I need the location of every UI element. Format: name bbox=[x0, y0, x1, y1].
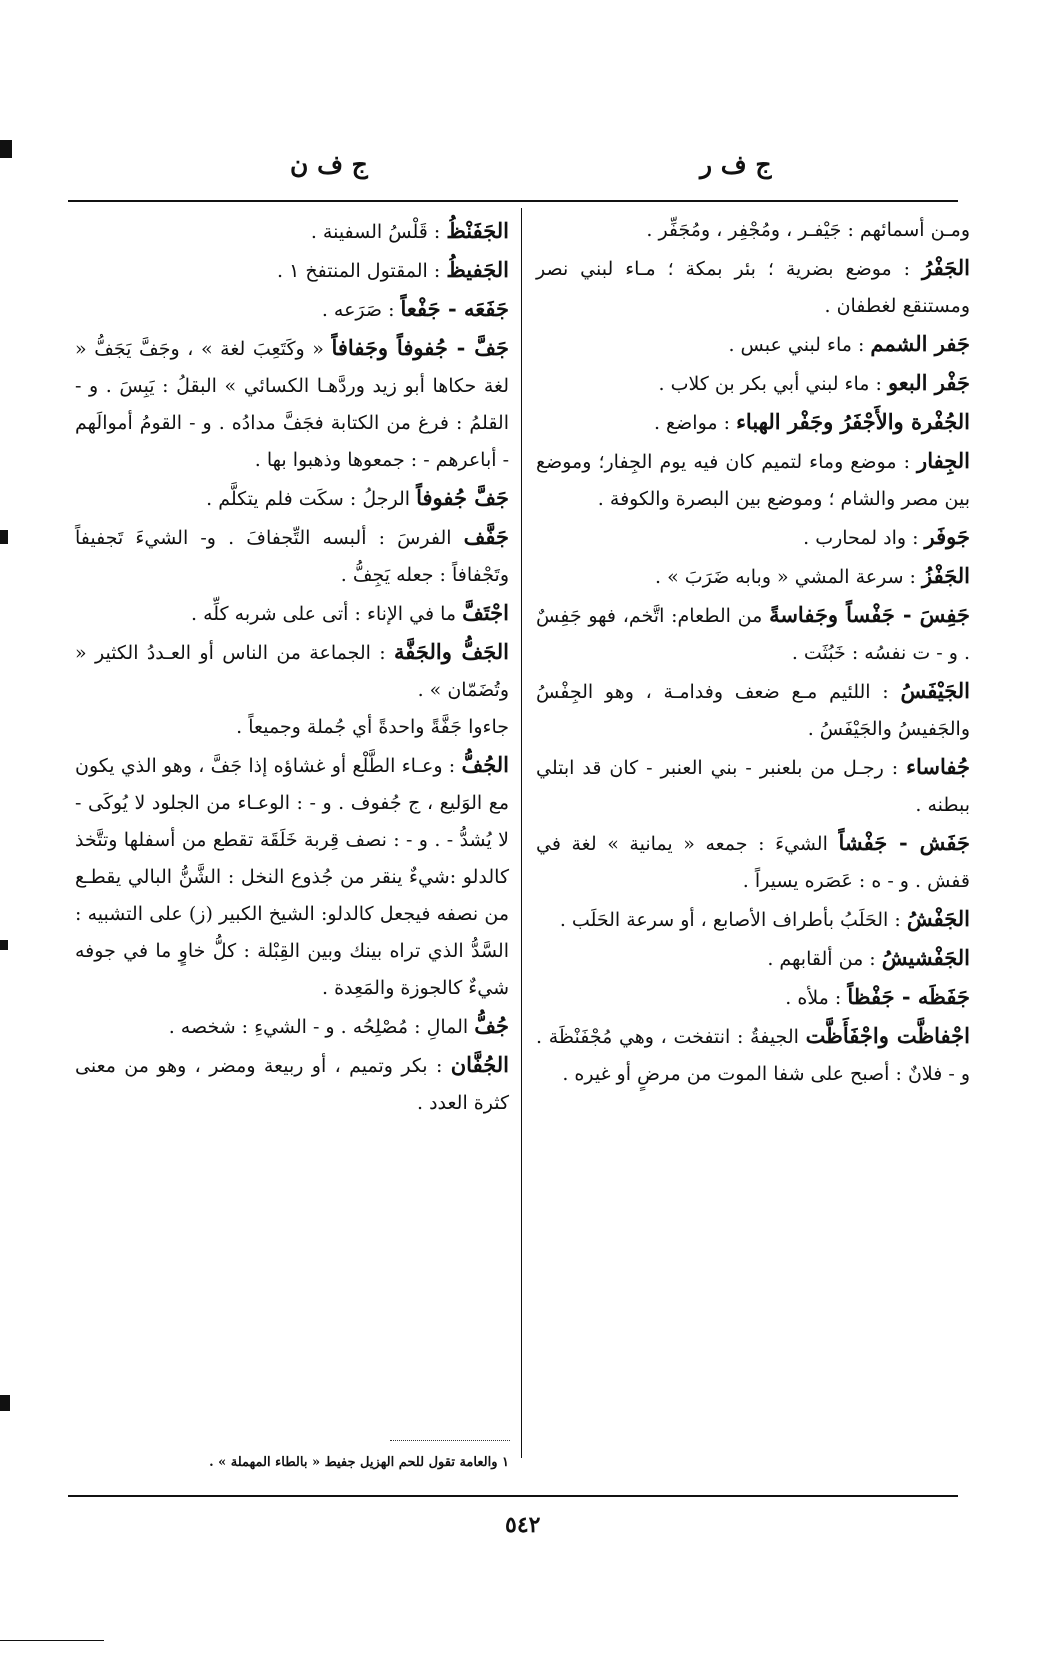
entry-headword: الجَفْرُ bbox=[922, 255, 971, 280]
page-number: ٥٤٢ bbox=[505, 1512, 541, 1538]
dictionary-entry bbox=[536, 442, 970, 518]
entry-headword: الجَيْفَسُ bbox=[900, 678, 970, 703]
dictionary-entry bbox=[75, 251, 509, 290]
entry-definition: : المقتول المنتفخ ١ . bbox=[277, 260, 441, 282]
entry-definition: جاءوا جَفَّةً واحدةً أي جُملة وجميعاً . bbox=[236, 716, 509, 738]
dictionary-entry bbox=[75, 709, 509, 746]
entry-definition: : بكر وتميم ، أو ربيعة ومضر ، وهو من معنى كثرة العدد . bbox=[75, 1055, 509, 1114]
entry-headword: الجُفْرة والأَجْفَرُ وجَفْر الهباء bbox=[736, 409, 970, 434]
entry-definition: : وعـاء الطَّلْع أو غشاؤه إذا جَفَّ ، وهو الذي يكون مع الوَليع ، ج جُفوف . و - : الوعـاء من الجلود لا يُوكَى - لا يُشدُّ - . و - : نصف قِربة خَلَقَة تقطع من أسفلها وتتَّخذ كالدلو :شيءٌ ينقر من جُذوع النخل : الشَّنُّ البالي يقطـع من نصفه فيجعل كالدلو: الشيخ الكبير (ز) على التشبيه : السَّدُّ الذي تراه بينك وبين القِبْلة : كلُّ خاوٍ ما في جوفه شيءٌ كالجوزة والمَعِدة . bbox=[75, 755, 509, 999]
entry-definition: : ماء لبني أبي بكر بن كلاب . bbox=[658, 373, 882, 395]
entry-definition: الشيءَ : جمعه « يمانية » لغة في قفش . و - ه : عَصَره يسيراً . bbox=[536, 833, 970, 892]
entry-headword: الجُفَّان bbox=[450, 1052, 509, 1077]
right-column-header: ج ف ر bbox=[700, 150, 772, 179]
entry-headword: جَفَّ جُفوفاً bbox=[416, 485, 509, 510]
entry-definition: : صَرَعه . bbox=[321, 299, 395, 321]
column-divider bbox=[521, 208, 522, 1458]
entry-definition: « وكَتَعِبَ لغة » ، وجَفَّ يَجَفُّ « لغة حكاها أبو زيد وردَّهـا الكسائي » البقلُ : يَبِسَ . و - القلمُ : فرغ من الكتابة فجَفَّ مدادُه . و - القومُ أموالَهم - أباعرهم - : جمعوها وذهبوا بها . bbox=[75, 338, 509, 471]
dictionary-entry bbox=[536, 325, 970, 364]
entry-headword: الجِفار bbox=[917, 448, 970, 473]
entry-headword: جُفاساء bbox=[906, 754, 970, 779]
entry-definition: : سرعة المشي « وبابه ضَرَبَ » . bbox=[654, 566, 916, 588]
dictionary-entry bbox=[536, 939, 970, 978]
entry-headword: الجُفُّ bbox=[461, 752, 509, 777]
dictionary-entry bbox=[536, 518, 970, 557]
scan-edge-mark bbox=[0, 940, 8, 950]
entry-headword: جَفَّ - جُفوفاً وجَفافاً bbox=[331, 335, 509, 360]
entry-headword: اجْتَفَّ bbox=[462, 600, 509, 625]
dictionary-entry bbox=[536, 249, 970, 325]
entry-definition: : الحَلَبُ بأطراف الأصابع ، أو سرعة الحَلَب . bbox=[559, 909, 901, 931]
dictionary-entry bbox=[75, 479, 509, 518]
entry-definition: الفرسَ : ألبسه التِّجفافَ . و- الشيءَ تَجفيفاً وتَجْفافاً : جعله يَجِفُّ . bbox=[75, 527, 509, 586]
entry-definition: : اللئيم مـع ضعف وفدامـة ، وهو الجِفْسُ والجَفيسُ والجَيْفَسُ . bbox=[536, 681, 970, 740]
entry-headword: جَفْر البعو bbox=[887, 370, 970, 395]
entry-definition: : موضع وماء لتميم كان فيه يوم الجِفار؛ وموضع بين مصر والشام ؛ وموضع بين البصرة والكوفة . bbox=[536, 451, 970, 510]
dictionary-entry bbox=[536, 900, 970, 939]
entry-headword: جَفَّف bbox=[463, 524, 509, 549]
entry-definition: : ملأه . bbox=[785, 987, 842, 1009]
entry-headword: الجَفيظُ bbox=[446, 257, 509, 282]
dictionary-entry bbox=[75, 594, 509, 633]
entry-definition: الجيفةُ : انتفخت ، وهي مُجْفَنْظَة . و - فلانٌ : أصبح على شفا الموت من مرضٍ أو غيره . bbox=[536, 1026, 970, 1085]
dictionary-entry bbox=[75, 633, 509, 709]
entry-definition: : قَلْسُ السفينة . bbox=[310, 221, 441, 243]
entry-headword: الجَفُّ والجَفَّة bbox=[394, 639, 509, 664]
entry-definition: : واد لمحارب . bbox=[803, 527, 919, 549]
dictionary-entry bbox=[536, 212, 970, 249]
dictionary-entry bbox=[536, 557, 970, 596]
entry-definition: المالِ : مُصْلِحُه . و - الشيءِ : شخصه . bbox=[168, 1016, 469, 1038]
entry-definition: الرجلُ : سكَت فلم يتكلَّم . bbox=[206, 488, 411, 510]
left-column bbox=[75, 212, 509, 1122]
entry-headword: جَفَعَه - جَفْعاً bbox=[400, 296, 509, 321]
entry-definition: : ماء لبني عبس . bbox=[728, 334, 865, 356]
entry-definition: ومـن أسمائهم : جَيْفـر ، ومُجْفِر ، ومُجَفِّر . bbox=[646, 219, 970, 241]
dictionary-entry bbox=[536, 364, 970, 403]
dictionary-entry bbox=[75, 1046, 509, 1122]
dictionary-entry bbox=[75, 329, 509, 479]
dictionary-entry bbox=[75, 212, 509, 251]
dictionary-entry bbox=[75, 746, 509, 1007]
dictionary-entry bbox=[536, 1017, 970, 1093]
entry-definition: من الطعام: اتَّخم، فهو جَفِسٌ . و - ت نفسُه : خَبُثَت . bbox=[536, 605, 970, 664]
entry-headword: الجَفْشُ bbox=[906, 906, 970, 931]
scan-edge-mark bbox=[0, 1395, 10, 1411]
dictionary-entry bbox=[536, 748, 970, 824]
entry-headword: الجَفَنْظُ bbox=[446, 218, 509, 243]
entry-headword: اجْفاظَّت واجْفَأَظَّت bbox=[805, 1023, 970, 1048]
entry-headword: الجَفْشيشُ bbox=[881, 945, 970, 970]
left-column-header: ج ف ن bbox=[290, 150, 368, 179]
dictionary-entry bbox=[536, 403, 970, 442]
entry-definition: ما في الإناء : أتى على شربه كلِّه . bbox=[191, 603, 457, 625]
footnote: ١ والعامة تقول للحم الهزيل جفيط « بالطاء المهملة » . bbox=[209, 1455, 509, 1470]
entry-headword: جُفُّ bbox=[474, 1013, 509, 1038]
scan-edge-mark bbox=[0, 530, 8, 544]
entry-definition: : رجـل من بلعنبر - بني العنبر - كان قد ابتلي ببطنه . bbox=[536, 757, 970, 816]
right-column bbox=[536, 212, 970, 1093]
entry-headword: جَفَش - جَفْشاً bbox=[838, 830, 970, 855]
scan-edge-line bbox=[0, 1640, 104, 1641]
dictionary-entry bbox=[536, 978, 970, 1017]
entry-definition: : الجماعة من الناس أو العـددُ الكثير « وتُضَمّان » . bbox=[75, 642, 509, 701]
entry-headword: جَفر الشمم bbox=[870, 331, 970, 356]
bottom-rule bbox=[68, 1495, 958, 1497]
entry-headword: جَوفَر bbox=[924, 524, 970, 549]
dictionary-entry bbox=[536, 596, 970, 672]
entry-definition: : موضع بضرية ؛ بئر بمكة ؛ مـاء لبني نصر ومستنقع لغطفان . bbox=[536, 258, 970, 317]
entry-headword: جَفِسَ - جَفْساً وجَفاسةً bbox=[769, 602, 971, 627]
dictionary-entry bbox=[75, 1007, 509, 1046]
entry-headword: الجَفْزُ bbox=[922, 563, 970, 588]
top-rule bbox=[68, 200, 958, 202]
scan-edge-mark bbox=[0, 140, 12, 158]
dictionary-entry bbox=[536, 824, 970, 900]
entry-definition: : مواضع . bbox=[653, 412, 731, 434]
entry-headword: جَفَظَه - جَفْظاً bbox=[847, 984, 970, 1009]
dictionary-entry bbox=[75, 290, 509, 329]
dictionary-entry bbox=[75, 518, 509, 594]
footnote-separator bbox=[390, 1440, 510, 1442]
entry-definition: : من ألقابهم . bbox=[767, 948, 876, 970]
dictionary-entry bbox=[536, 672, 970, 748]
